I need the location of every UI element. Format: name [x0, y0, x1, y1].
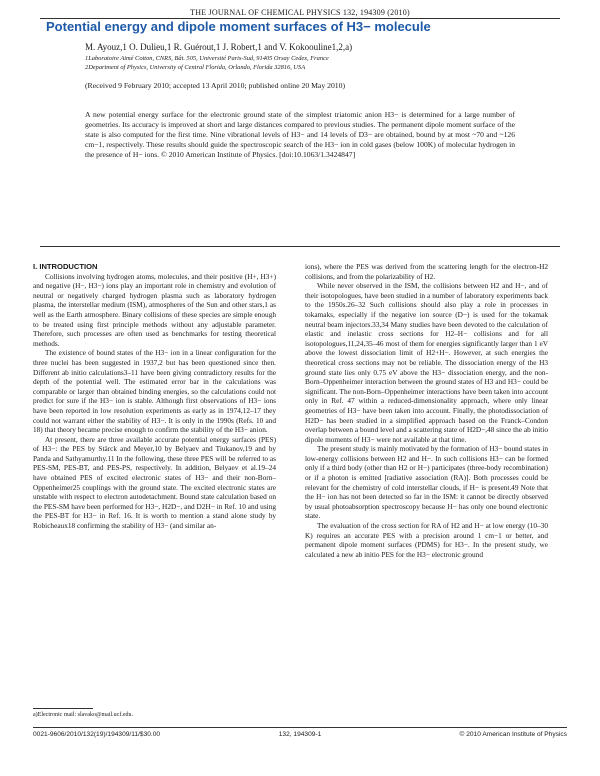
- paragraph: ions), where the PES was derived from the scattering length for the electron-H2 collisions, and from the polarizability of H2.: [305, 262, 548, 281]
- footer-rule: [33, 727, 567, 728]
- paragraph: The evaluation of the cross section for RA of H2 and H− at low energy (10–30 K) requires an accurate PES with a precision around 1 cm−1 or better, and permanent dipole moment surfaces (PDMS) for H3−. In the present study, we calculated a new ab initio PES for the H3− electronic ground: [305, 521, 548, 559]
- affiliation-2: 2Department of Physics, University of Central Florida, Orlando, Florida 32816, USA: [85, 64, 306, 71]
- author-list: M. Ayouz,1 O. Dulieu,1 R. Guérout,1 J. Robert,1 and V. Kokoouline1,2,a): [85, 42, 353, 52]
- footer-page-number: 132, 194309-1: [278, 731, 322, 738]
- paragraph: The present study is mainly motivated by the formation of H3− bound states in low-energy collisions between H2 and H−. In such collisions H3− can be formed only if a third body (other than H2 or H−) participates (three-body recombination) or if a photon is emitted [radiative association (RA)]. Both processes could be relevant for the chemistry of cold interstellar clouds, if H− is present.49 Note that the H− ion has not been detected so far in the ISM: it cannot be directly observed by usual photoabsorption spectroscopy because H− has only one bound electronic state.: [305, 444, 548, 521]
- paragraph: At present, there are three available accurate potential energy surfaces (PES) of H3−: the PES by Stärck and Meyer,10 by Belyaev and Tiukanov,19 and by Panda and Sathyamurthy.11 In the following, these three PES will be referred to as PES-SM, PES-BT, and PES-PS, respectively. In addition, Belyaev et al.19–24 have obtained PES of excited electronic states of H3− and their non-Born–Oppenheimer25 couplings with the ground state. The excited electronic states are unstable with respect to electron autodetachment. Bound state calculation based on the PES-SM have been performed for H3−, H2D−, and D2H− in Ref. 10 and using the PES-BT for H3− in Ref. 16. It is worth to mention a stand alone study by Robicheaux18 confirming the stability of H3− (and similar an-: [33, 434, 276, 531]
- article-title: Potential energy and dipole moment surfaces of H3− molecule: [46, 19, 431, 34]
- publication-dates: (Received 9 February 2010; accepted 13 April 2010; published online 20 May 2010): [85, 81, 346, 90]
- section-heading: I. INTRODUCTION: [33, 262, 98, 271]
- abstract-rule: [40, 246, 560, 247]
- footer-issn: 0021-9606/2010/132(19)/194309/11/$30.00: [33, 731, 161, 738]
- footnote-rule: [33, 708, 93, 709]
- abstract: A new potential energy surface for the electronic ground state of the simplest triatomic anion H3− is determined for a large number of geometries. Its accuracy is improved at short and large distances compared to previous studies. The permanent dipole moment surface of the state is also computed for the first time. Nine vibrational levels of H3− and 14 levels of D3− are obtained, bound by at most ~70 and ~126 cm−1, respectively. These results should guide the spectroscopic search of the H3− ion in cold gases (below 100K) of molecular hydrogen in the presence of H− ions. © 2010 American Institute of Physics. [doi:10.1063/1.3424847]: [85, 110, 515, 159]
- affiliation-1: 1Laboratoire Aimé Cotton, CNRS, Bât. 505, Université Paris-Sud, 91405 Orsay Cedex, France: [85, 55, 329, 62]
- footnote-email: a)Electronic mail: slavako@mail.ucf.edu.: [33, 712, 133, 718]
- left-column: [33, 262, 276, 531]
- footer-copyright: © 2010 American Institute of Physics: [459, 731, 567, 738]
- paragraph: Collisions involving hydrogen atoms, molecules, and their positive (H+, H3+) and negative (H−, H3−) ions play an important role in chemistry and evolution of neutral or negatively charged hydrogen plasma such as laboratory hydrogen plasma, the interstellar medium (ISM), atmospheres of the Sun and other stars,1 as well as the Earth atmosphere. Binary collisions of these species are simple enough to be treated using first principle methods without any adjustable parameter. Therefore, such processes are often used as benchmarks for testing theoretical methods.: [33, 271, 276, 348]
- paragraph: The existence of bound states of the H3− ion in a linear configuration for the three nuclei has been suggested in 1937,2 but has been questioned since then. Different ab initio calculations3–11 have been giving contradictory results for the depth of the potential well. The estimated error bar in the calculations was comparable or larger than obtained binding energies, so the calculations could not predict for sure if the H3− ion is stable. Although first observations of H3− ions have been reported in low resolution experiments as early as in 1974,12–17 they could not warrant either the stability of H3−. It is only in the 1990s (Refs. 10 and 18) that theory became precise enough to confirm the stability of the H3− anion.: [33, 348, 276, 435]
- right-column: [305, 262, 548, 559]
- running-head: THE JOURNAL OF CHEMICAL PHYSICS 132, 194309 (2010): [190, 8, 410, 17]
- paragraph: While never observed in the ISM, the collisions between H2 and H−, and of their isotopologues, have been studied in a number of laboratory experiments back to the 1950s.26–32 Such collisions should also play a role in processes in tokamaks, especially if the negative ion source (D−) is used for the tokamak neutral beam injectors.33,34 Many studies have been devoted to the calculation of elastic and inelastic cross sections for H2–H− collisions and for all isotopologues,11,24,35–46 most of them for energies significantly larger than 1 eV above the lowest dissociation limit of H2+H−. However, at such energies the theoretical cross sections may not be reliable. The dissociation energy of the H3 ground state lies only 0.75 eV above the H3− dissociation energy, and the non-Born–Oppenheimer interaction between the ground states of H3 and H3− could be significant. The non-Born–Oppenheimer interactions have been taken into account only in Ref. 47 within a reduced-dimensionality approach, where only linear geometries of H3− have been taken into account. Finally, the photodissociation of H2D− has been studied in a simplified approach based on the Franck–Condon overlap between a bound level and a scattering state of H2D−,48 since the ab initio dipole moments of H3− were not available at that time.: [305, 281, 548, 444]
